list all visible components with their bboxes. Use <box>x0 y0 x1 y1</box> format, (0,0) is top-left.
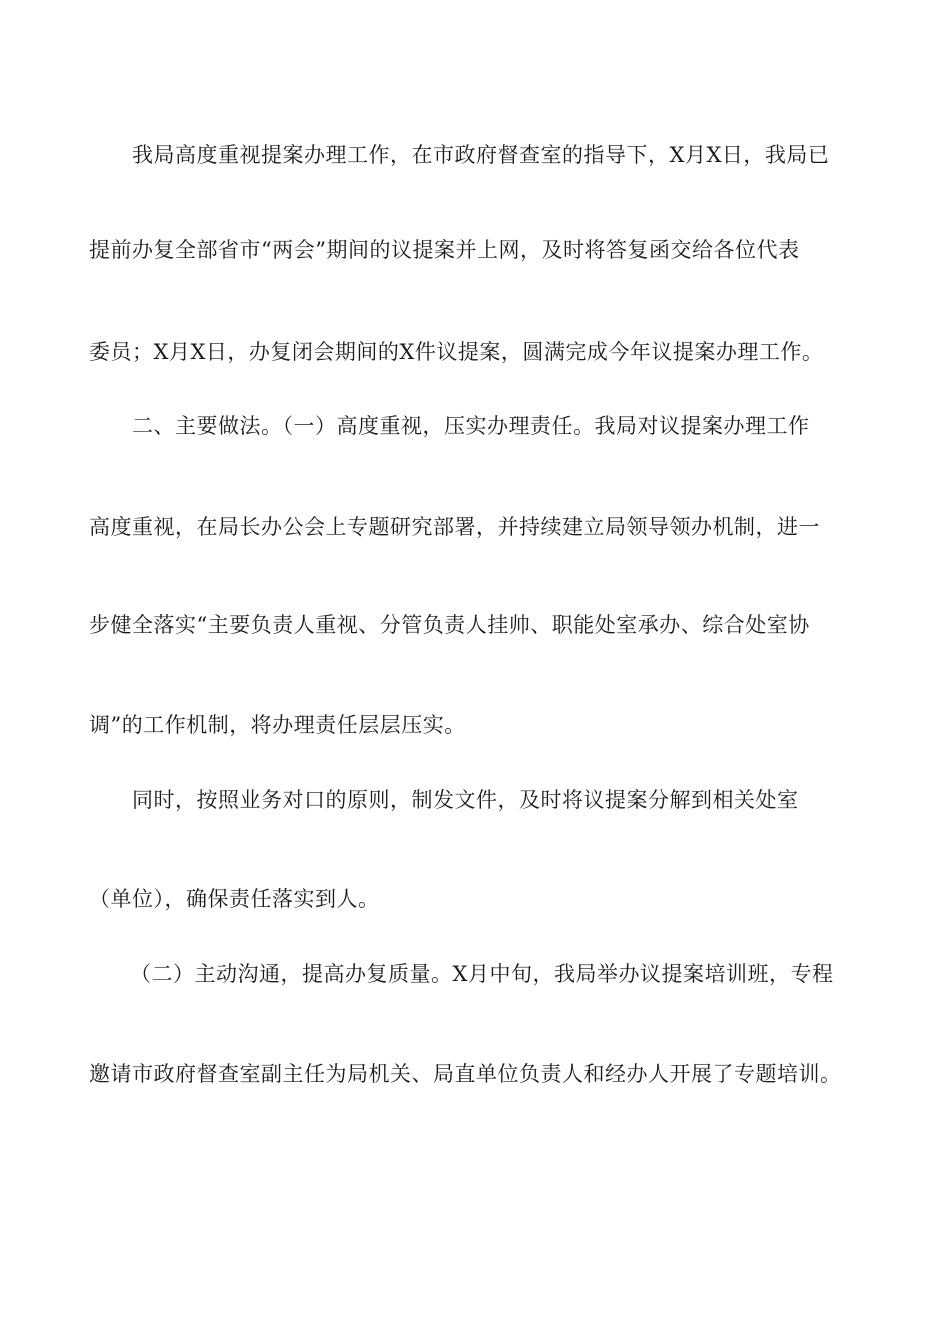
subsection-heading-line: （二）主动沟通，提高办复质量。X月中旬，我局举办议提案培训班，专程 <box>130 962 834 986</box>
paragraph-line: 提前办复全部省市“两会”期间的议提案并上网，及时将答复函交给各位代表 <box>89 238 800 262</box>
paragraph-line: 同时，按照业务对口的原则，制发文件，及时将议提案分解到相关处室 <box>132 788 799 812</box>
paragraph-line: 步健全落实“主要负责人重视、分管负责人挂帅、职能处室承办、综合处室协 <box>89 613 810 637</box>
paragraph-line: 高度重视，在局长办公会上专题研究部署，并持续建立局领导领办机制，进一 <box>89 515 820 539</box>
paragraph-line: （单位），确保责任落实到人。 <box>89 887 380 911</box>
paragraph-line: 委员；X月X日，办复闭会期间的X件议提案，圆满完成今年议提案办理工作。 <box>89 340 824 364</box>
paragraph-line: 邀请市政府督查室副主任为局机关、局直单位负责人和经办人开展了专题培训。 <box>89 1062 842 1086</box>
section-heading-line: 二、主要做法。（一）高度重视，压实办理责任。我局对议提案办理工作 <box>132 414 810 438</box>
paragraph-line: 调”的工作机制，将办理责任层层压实。 <box>89 713 466 737</box>
paragraph-line: 我局高度重视提案办理工作，在市政府督查室的指导下，X月X日，我局已 <box>132 143 830 167</box>
